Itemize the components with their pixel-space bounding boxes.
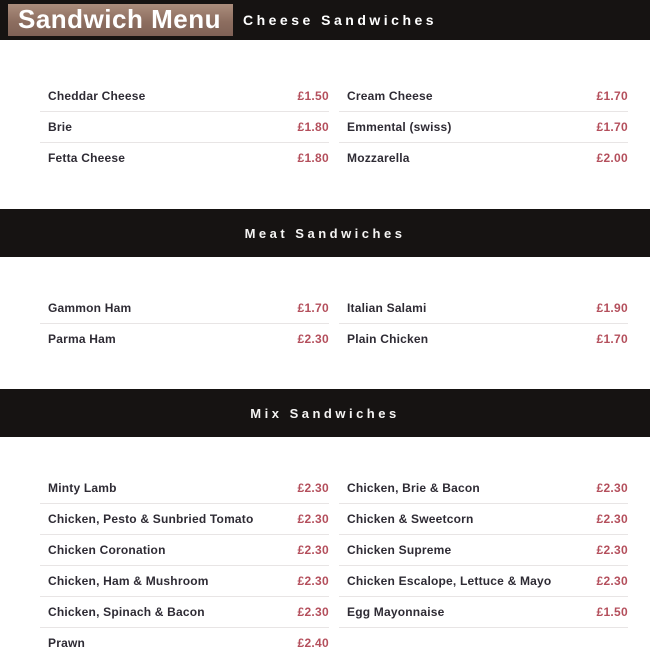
menu-item-row bbox=[339, 81, 628, 112]
item-name: Prawn bbox=[48, 636, 86, 650]
item-name: Chicken Escalope, Lettuce & Mayo bbox=[347, 574, 552, 588]
menu-item-row bbox=[339, 112, 628, 143]
menu-item-row bbox=[40, 473, 329, 504]
item-name: Chicken, Spinach & Bacon bbox=[48, 605, 205, 619]
item-price: £2.30 bbox=[596, 512, 628, 526]
item-name: Chicken, Pesto & Sunbried Tomato bbox=[48, 512, 254, 526]
menu-column bbox=[339, 293, 628, 354]
item-price: £2.30 bbox=[297, 543, 329, 557]
item-name: Egg Mayonnaise bbox=[347, 605, 445, 619]
menu-item-row bbox=[40, 112, 329, 143]
item-price: £1.80 bbox=[297, 120, 329, 134]
menu-item-row bbox=[339, 293, 628, 324]
item-price: £1.70 bbox=[596, 332, 628, 346]
menu-item-row bbox=[40, 324, 329, 354]
item-price: £1.70 bbox=[596, 120, 628, 134]
item-price: £1.90 bbox=[596, 301, 628, 315]
menu-item-row bbox=[40, 597, 329, 628]
menu-item-row bbox=[40, 81, 329, 112]
section-cheese-sandwiches bbox=[0, 40, 650, 209]
item-name: Cheddar Cheese bbox=[48, 89, 146, 103]
item-name: Italian Salami bbox=[347, 301, 427, 315]
item-price: £2.30 bbox=[596, 574, 628, 588]
item-name: Chicken, Brie & Bacon bbox=[347, 481, 480, 495]
item-price: £1.70 bbox=[297, 301, 329, 315]
menu-item-row bbox=[40, 143, 329, 173]
menu-item-row bbox=[339, 504, 628, 535]
menu-item-row bbox=[339, 535, 628, 566]
empty-row bbox=[339, 628, 628, 658]
section-header-meat-sandwiches: Meat Sandwiches bbox=[0, 209, 650, 257]
item-price: £1.50 bbox=[297, 89, 329, 103]
item-price: £1.80 bbox=[297, 151, 329, 165]
item-name: Chicken & Sweetcorn bbox=[347, 512, 474, 526]
menu-column bbox=[339, 473, 628, 658]
item-price: £1.70 bbox=[596, 89, 628, 103]
menu-item-row bbox=[40, 566, 329, 597]
item-name: Plain Chicken bbox=[347, 332, 429, 346]
menu-item-row bbox=[40, 628, 329, 658]
item-price: £2.00 bbox=[596, 151, 628, 165]
menu-item-row bbox=[339, 324, 628, 354]
section-meat-sandwiches bbox=[0, 209, 650, 389]
section-items bbox=[0, 257, 650, 389]
menu-item-row bbox=[339, 566, 628, 597]
item-name: Brie bbox=[48, 120, 73, 134]
section-title-cheese: Cheese Sandwiches bbox=[242, 12, 438, 28]
item-name: Fetta Cheese bbox=[48, 151, 126, 165]
menu-column bbox=[339, 81, 628, 173]
menu-item-row bbox=[339, 473, 628, 504]
item-name: Chicken Coronation bbox=[48, 543, 166, 557]
menu-column bbox=[40, 473, 329, 658]
item-price: £2.40 bbox=[297, 636, 329, 650]
item-price: £1.50 bbox=[596, 605, 628, 619]
menu-item-row bbox=[40, 504, 329, 535]
section-header-mix-sandwiches: Mix Sandwiches bbox=[0, 389, 650, 437]
menu-item-row bbox=[339, 597, 628, 628]
menu-item-row bbox=[40, 535, 329, 566]
menu-title-chip: Sandwich Menu bbox=[8, 4, 233, 36]
item-price: £2.30 bbox=[297, 481, 329, 495]
item-price: £2.30 bbox=[297, 512, 329, 526]
item-price: £2.30 bbox=[297, 332, 329, 346]
item-price: £2.30 bbox=[297, 574, 329, 588]
menu-sections bbox=[0, 40, 650, 658]
item-name: Emmental (swiss) bbox=[347, 120, 452, 134]
menu-item-row bbox=[339, 143, 628, 173]
menu-column bbox=[40, 81, 329, 173]
top-bar bbox=[0, 0, 650, 40]
item-name: Chicken, Ham & Mushroom bbox=[48, 574, 209, 588]
item-price: £2.30 bbox=[596, 481, 628, 495]
section-mix-sandwiches bbox=[0, 389, 650, 658]
item-name: Cream Cheese bbox=[347, 89, 433, 103]
item-name: Minty Lamb bbox=[48, 481, 117, 495]
item-price: £2.30 bbox=[297, 605, 329, 619]
item-name: Chicken Supreme bbox=[347, 543, 452, 557]
menu-column bbox=[40, 293, 329, 354]
item-price: £2.30 bbox=[596, 543, 628, 557]
item-name: Mozzarella bbox=[347, 151, 410, 165]
menu-item-row bbox=[40, 293, 329, 324]
item-name: Gammon Ham bbox=[48, 301, 132, 315]
section-items bbox=[0, 40, 650, 209]
section-items bbox=[0, 437, 650, 658]
item-name: Parma Ham bbox=[48, 332, 116, 346]
